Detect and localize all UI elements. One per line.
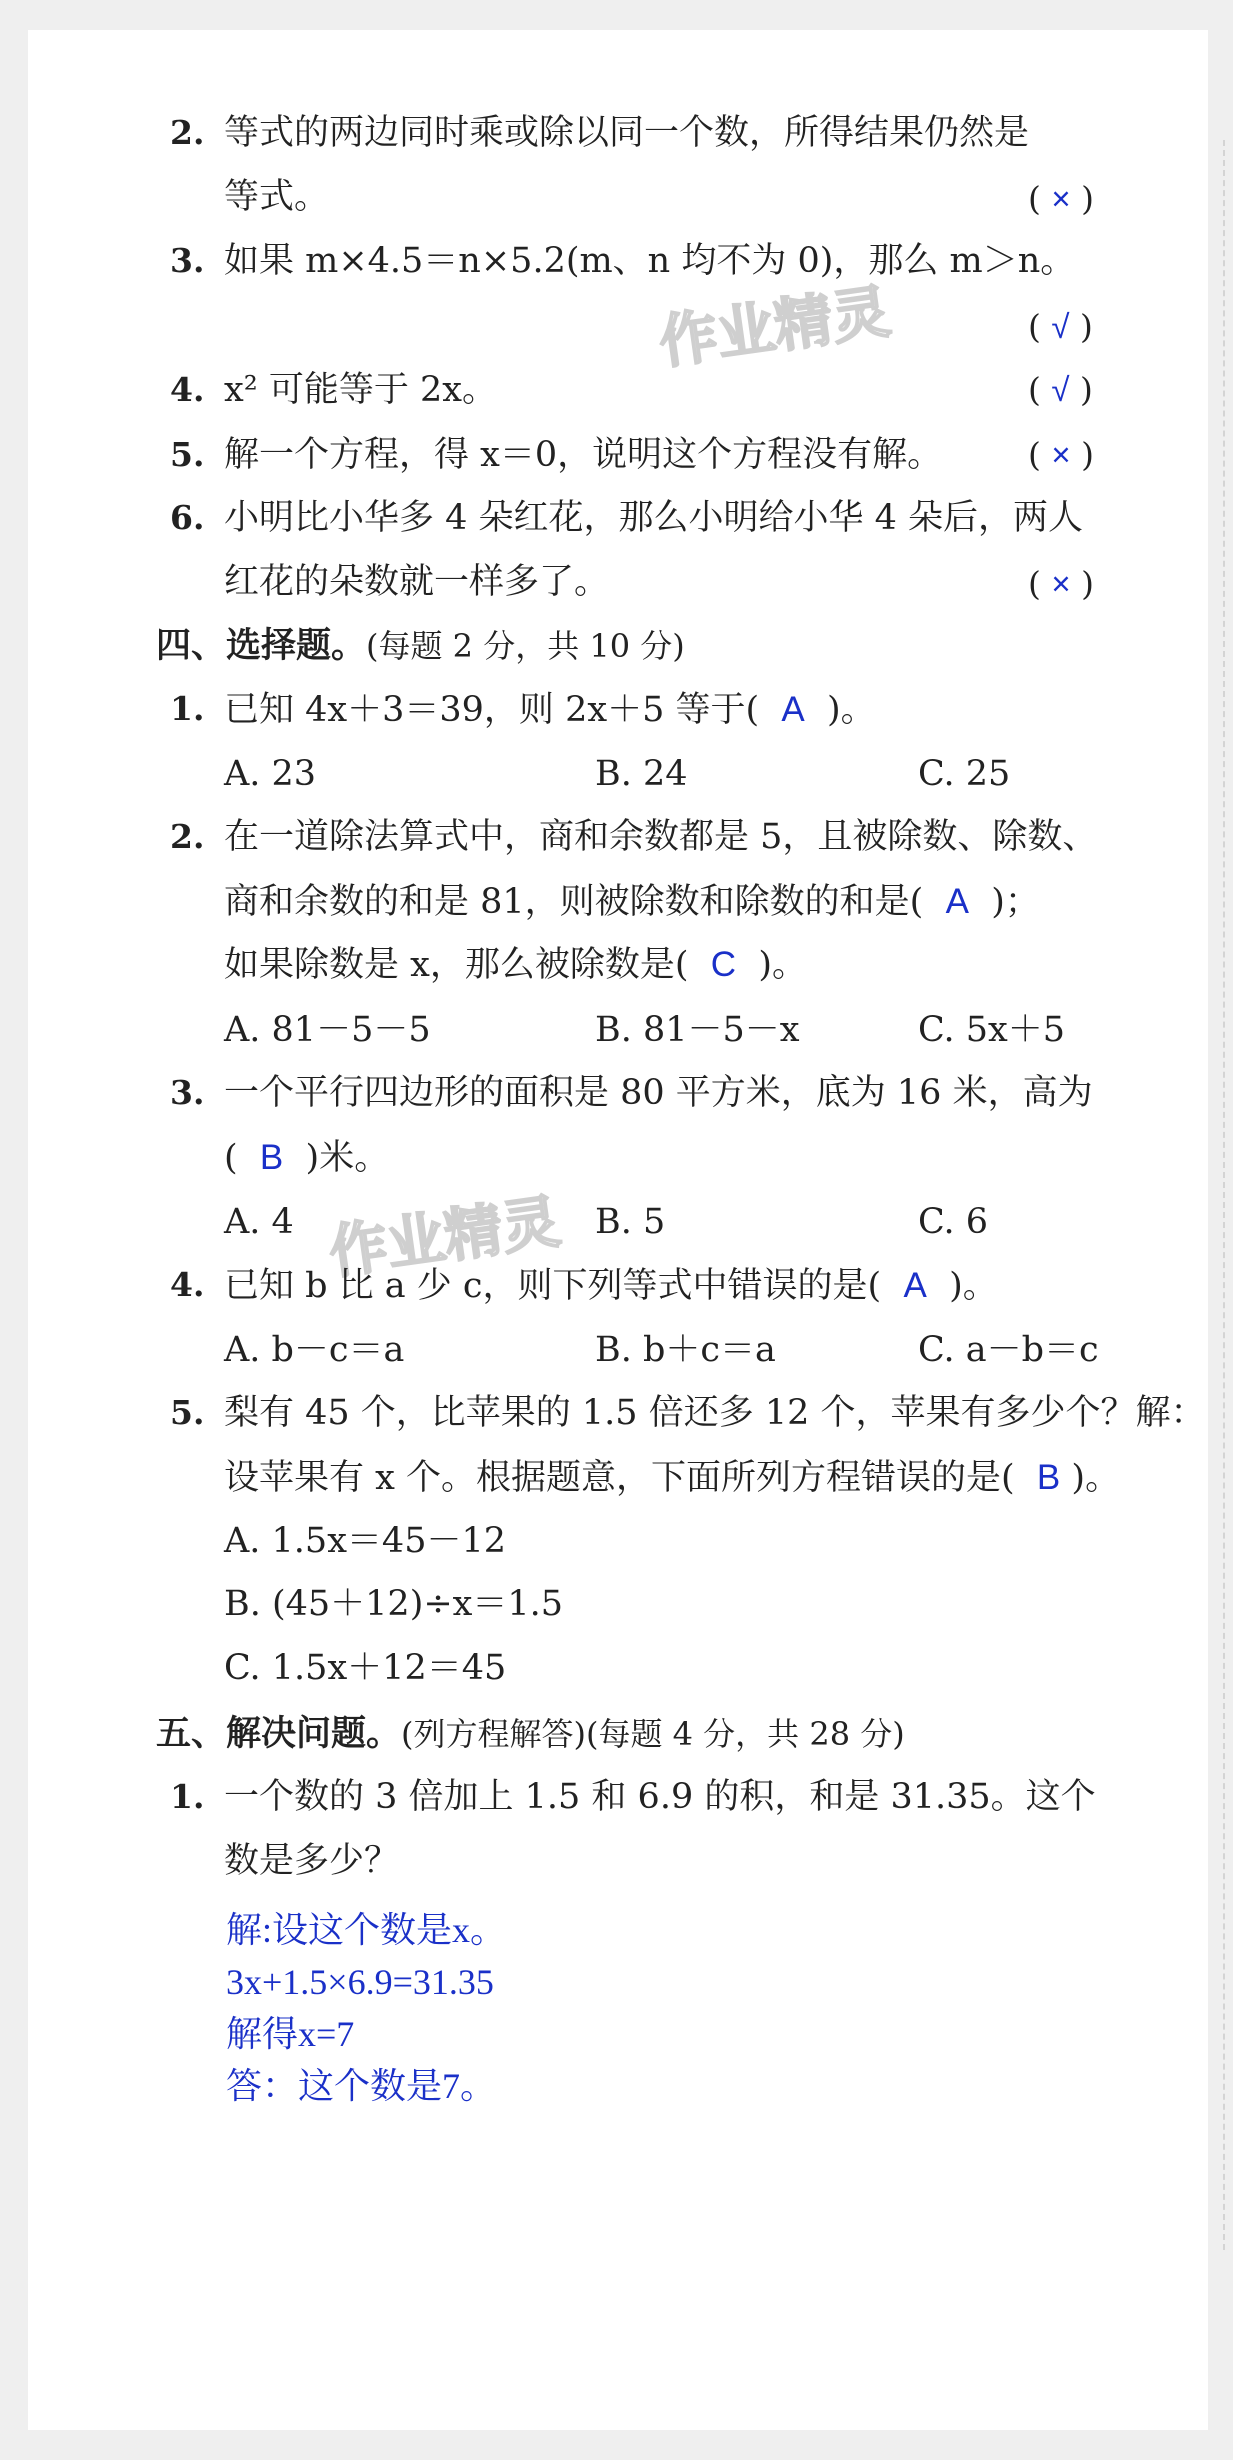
option-a: A. b－c＝a — [224, 1330, 405, 1370]
question-text: 商和余数的和是 81，则被除数和除数的和是( A )； — [224, 882, 1040, 922]
question-text: 一个数的 3 倍加上 1.5 和 6.9 的积，和是 31.35。这个 — [224, 1777, 1096, 1817]
answer-bracket: ( √ ) — [1028, 370, 1093, 409]
question-text: 等式。 — [224, 177, 330, 217]
option-b: B. 24 — [595, 754, 688, 794]
question-text: 设苹果有 x 个。根据题意，下面所列方程错误的是( B )。 — [224, 1458, 1121, 1498]
option-c: C. 1.5x＋12＝45 — [224, 1648, 507, 1688]
answer-choice: A — [945, 882, 969, 921]
option-a: A. 1.5x＝45－12 — [224, 1521, 506, 1561]
solution-line: 解:设这个数是x。 — [226, 1910, 507, 1950]
solution-line: 解得x=7 — [226, 2014, 355, 2054]
answer-mark: √ — [1051, 308, 1070, 345]
question-text: 数是多少？ — [224, 1841, 400, 1881]
answer-choice: B — [1036, 1458, 1061, 1497]
question-text: x² 可能等于 2x。 — [224, 370, 498, 410]
question-text: 梨有 45 个，比苹果的 1.5 倍还多 12 个，苹果有多少个？解： — [224, 1393, 1206, 1433]
answer-mark: √ — [1051, 371, 1070, 408]
question-text: 在一道除法算式中，商和余数都是 5，且被除数、除数、 — [224, 817, 1098, 857]
solution-line: 答：这个数是7。 — [226, 2066, 497, 2106]
answer-bracket: ( × ) — [1028, 564, 1095, 603]
question-number: 5. — [170, 435, 205, 474]
answer-bracket: ( √ ) — [1028, 307, 1093, 346]
question-text: 如果除数是 x，那么被除数是( C )。 — [224, 945, 807, 985]
answer-choice: A — [903, 1266, 927, 1305]
question-text: 一个平行四边形的面积是 80 平方米，底为 16 米，高为 — [224, 1073, 1093, 1113]
question-number: 4. — [170, 370, 205, 409]
answer-choice: B — [259, 1138, 284, 1177]
question-text: 解一个方程，得 x＝0，说明这个方程没有解。 — [224, 435, 943, 475]
question-text: 红花的朵数就一样多了。 — [224, 562, 610, 602]
option-a: A. 23 — [224, 754, 317, 794]
page-divider — [1223, 140, 1225, 2250]
option-b: B. (45＋12)÷x＝1.5 — [224, 1584, 564, 1624]
option-b: B. 5 — [595, 1202, 666, 1242]
question-number: 2. — [170, 817, 205, 856]
question-number: 1. — [170, 1777, 205, 1816]
watermark: 作业精灵 — [655, 277, 895, 377]
question-text: ( B )米。 — [224, 1138, 390, 1178]
answer-choice: A — [781, 690, 805, 729]
section-heading: 四、选择题。(每题 2 分，共 10 分) — [156, 625, 685, 666]
option-c: C. 5x＋5 — [918, 1010, 1066, 1050]
answer-mark: × — [1051, 180, 1071, 217]
option-b: B. b＋c＝a — [595, 1330, 776, 1370]
question-number: 2. — [170, 113, 205, 152]
question-text: 小明比小华多 4 朵红花，那么小明给小华 4 朵后，两人 — [224, 498, 1084, 538]
answer-bracket: ( × ) — [1028, 435, 1095, 474]
question-number: 6. — [170, 498, 205, 537]
watermark: 作业精灵 — [325, 1187, 565, 1287]
question-text: 已知 b 比 a 少 c，则下列等式中错误的是( A )。 — [224, 1266, 998, 1306]
option-c: C. a－b＝c — [918, 1330, 1099, 1370]
question-number: 3. — [170, 1073, 205, 1112]
question-number: 1. — [170, 689, 205, 728]
option-c: C. 25 — [918, 754, 1011, 794]
answer-mark: × — [1051, 565, 1071, 602]
worksheet-page — [28, 30, 1208, 2430]
answer-mark: × — [1051, 436, 1071, 473]
section-heading: 五、解决问题。(列方程解答)(每题 4 分，共 28 分) — [156, 1713, 905, 1754]
question-text: 如果 m×4.5＝n×5.2(m、n 均不为 0)，那么 m＞n。 — [224, 241, 1076, 281]
question-text: 等式的两边同时乘或除以同一个数，所得结果仍然是 — [224, 113, 1030, 153]
answer-bracket: ( × ) — [1028, 179, 1095, 218]
solution-line: 3x+1.5×6.9=31.35 — [226, 1962, 494, 2002]
question-number: 3. — [170, 241, 205, 280]
option-a: A. 81－5－5 — [224, 1010, 431, 1050]
question-number: 5. — [170, 1393, 205, 1432]
question-number: 4. — [170, 1265, 205, 1304]
question-text: 已知 4x＋3＝39，则 2x＋5 等于( A )。 — [224, 690, 876, 730]
option-a: A. 4 — [224, 1202, 294, 1242]
option-b: B. 81－5－x — [595, 1010, 800, 1050]
answer-choice: C — [710, 945, 737, 984]
option-c: C. 6 — [918, 1202, 989, 1242]
